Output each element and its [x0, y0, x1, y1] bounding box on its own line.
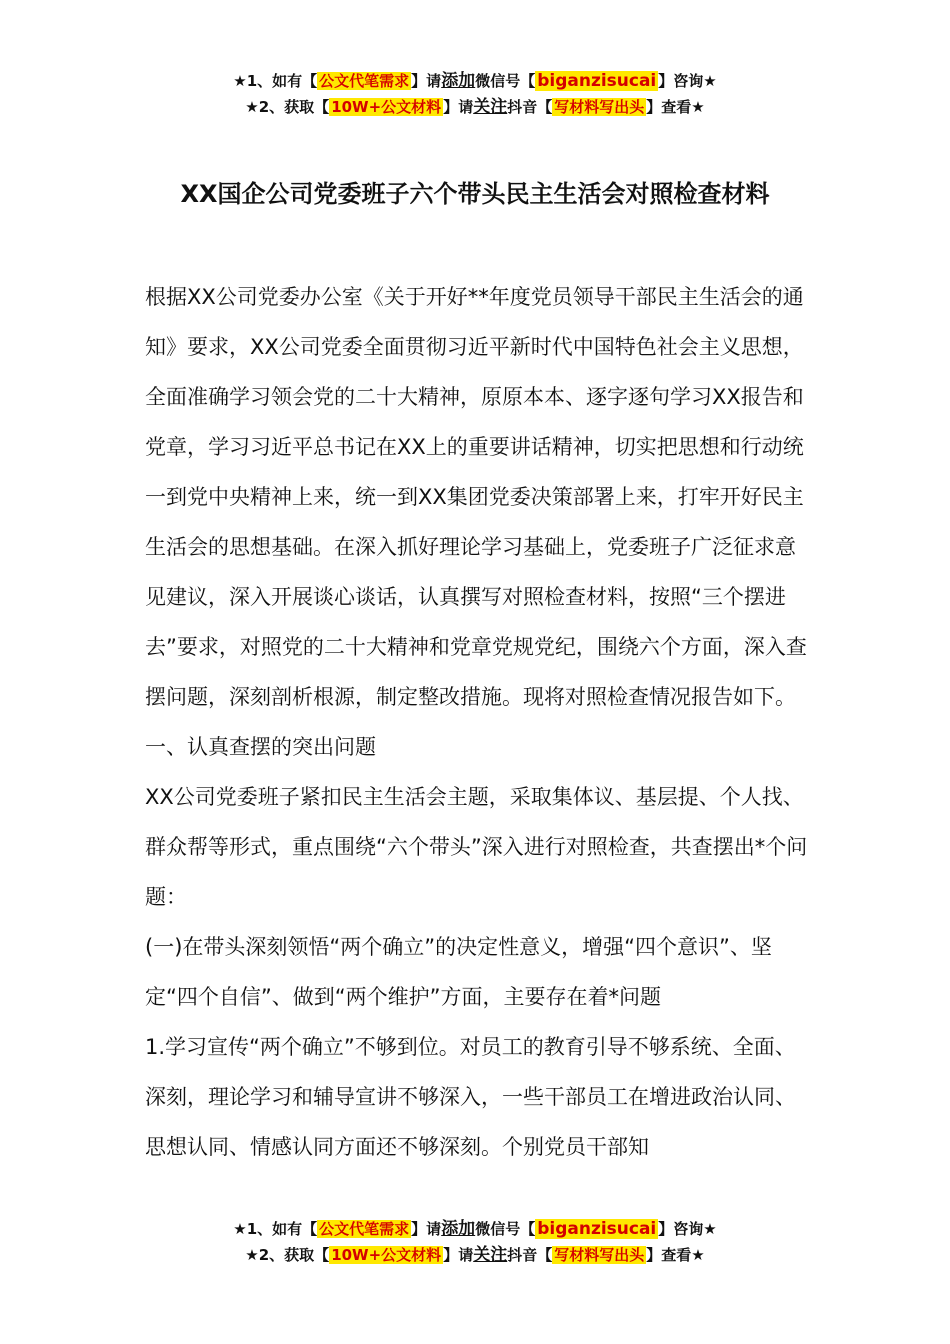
promo-line-1	[0, 1216, 950, 1242]
document-body	[145, 272, 810, 1172]
promo-text: 】咨询★	[658, 72, 717, 90]
promo-highlight: biganzisucai	[537, 71, 657, 91]
promo-highlight: 写材料写出头	[554, 1246, 645, 1264]
promo-text: ★2、获取【	[245, 1246, 330, 1264]
promo-highlight: 公文代笔需求	[319, 1220, 410, 1238]
paragraph-intro: 根据XX公司党委办公室《关于开好**年度党员领导干部民主生活会的通知》要求，XX公司党委全面贯彻习近平新时代中国特色社会主义思想，全面准确学习领会党的二十大精神，原原本本、逐字逐句学习XX报告和党章，学习习近平总书记在XX上的重要讲话精神，切实把思想和行动统一到党中央精神上来，统一到XX集团党委决策部署上来，打牢开好民主生活会的思想基础。在深入抓好理论学习基础上，党委班子广泛征求意见建议，深入开展谈心谈话，认真撰写对照检查材料，按照“三个摆进去”要求，对照党的二十大精神和党章党规党纪，围绕六个方面，深入查摆问题，深刻剖析根源，制定整改措施。现将对照检查情况报告如下。	[145, 285, 807, 709]
promo-text: ★1、如有【	[233, 72, 318, 90]
promo-underline: 关注	[473, 1245, 508, 1265]
promo-underline: 关注	[473, 97, 508, 117]
subsection-heading: (一)在带头深刻领悟“两个确立”的决定性意义，增强“四个意识”、坚定“四个自信”、做到“两个维护”方面，主要存在着*问题	[145, 935, 772, 1009]
promo-text: 】请	[411, 1220, 442, 1238]
promo-text: 抖音【	[507, 98, 553, 116]
promo-text: 】咨询★	[658, 1220, 717, 1238]
promo-text: 抖音【	[507, 1246, 553, 1264]
promo-line-2	[0, 94, 950, 120]
promo-banner-bottom	[0, 1216, 950, 1268]
promo-highlight: biganzisucai	[537, 1219, 657, 1239]
paragraph: 1.学习宣传“两个确立”不够到位。对员工的教育引导不够系统、全面、深刻，理论学习和辅导宣讲不够深入，一些干部员工在增进政治认同、思想认同、情感认同方面还不够深刻。个别党员干部知	[145, 1035, 796, 1159]
promo-text: 】查看★	[646, 98, 705, 116]
section-heading: 一、认真查摆的突出问题	[145, 735, 376, 759]
promo-text: 】查看★	[646, 1246, 705, 1264]
promo-text: 】请	[411, 72, 442, 90]
promo-text: ★1、如有【	[233, 1220, 318, 1238]
promo-line-2	[0, 1242, 950, 1268]
promo-text: 微信号【	[475, 1220, 536, 1238]
promo-text: 】请	[443, 98, 474, 116]
promo-text: ★2、获取【	[245, 98, 330, 116]
paragraph: XX公司党委班子紧扣民主生活会主题，采取集体议、基层提、个人找、群众帮等形式，重点围绕“六个带头”深入进行对照检查，共查摆出*个问题：	[145, 785, 808, 909]
promo-underline: 添加	[441, 1219, 476, 1239]
promo-text: 微信号【	[475, 72, 536, 90]
promo-highlight: 写材料写出头	[554, 98, 645, 116]
promo-highlight: 10W+公文材料	[331, 1246, 442, 1264]
promo-highlight: 公文代笔需求	[319, 72, 410, 90]
promo-highlight: 10W+公文材料	[331, 98, 442, 116]
document-title: XX国企公司党委班子六个带头民主生活会对照检查材料	[180, 180, 770, 208]
promo-line-1	[0, 68, 950, 94]
promo-text: 】请	[443, 1246, 474, 1264]
promo-banner-top	[0, 68, 950, 120]
promo-underline: 添加	[441, 71, 476, 91]
